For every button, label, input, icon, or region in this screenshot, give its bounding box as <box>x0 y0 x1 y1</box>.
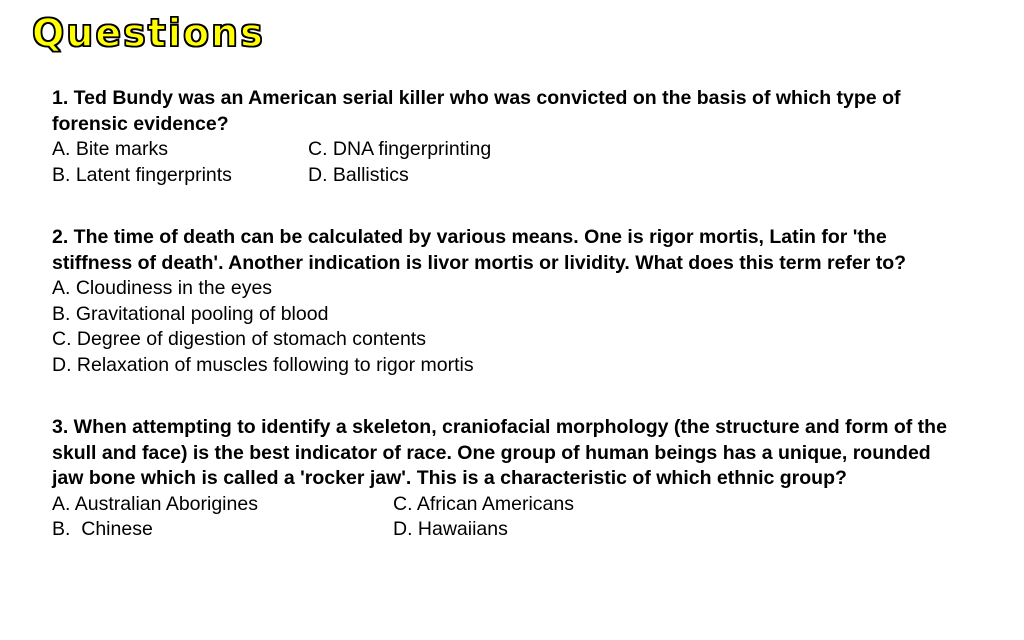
question-1-options-row-1 <box>52 137 952 163</box>
questions-list <box>52 86 952 543</box>
question-2-option-c: C. Degree of digestion of stomach contents <box>52 328 426 350</box>
question-1-options-row-2 <box>52 163 952 189</box>
question-2-option-b: B. Gravitational pooling of blood <box>52 302 329 325</box>
question-1-option-d: D. Ballistics <box>308 163 409 186</box>
question-3-option-c: C. African Americans <box>393 492 574 515</box>
slide-title: Questions <box>32 11 265 55</box>
question-3-option-d: D. Hawaiians <box>393 518 508 540</box>
question-1-option-a: A. Bite marks <box>52 138 168 160</box>
question-3-text: 3. When attempting to identify a skeleton, craniofacial morphology (the structure and form of the skull and face) is the best indicator of race. One group of human beings has a unique, rounded jaw bone which is called a 'rocker jaw'. This is a characteristic of which ethnic group? <box>52 416 947 489</box>
question-2-option-a: A. Cloudiness in the eyes <box>52 277 273 299</box>
question-3-options-row-1 <box>52 492 952 518</box>
question-3-options-row-2 <box>52 517 952 543</box>
question-1-option-b: B. Latent fingerprints <box>52 163 232 186</box>
question-1-option-c: C. DNA fingerprinting <box>308 138 492 160</box>
question-3-option-b: B. Chinese <box>52 518 153 540</box>
question-2-text: 2. The time of death can be calculated by various means. One is rigor mortis, Latin for 'the stiffness of death'. Another indication is livor mortis or lividity. What does this term refer to? <box>52 226 907 274</box>
question-2 <box>52 225 952 378</box>
question-3-option-a: A. Australian Aborigines <box>52 492 258 515</box>
question-1-text: 1. Ted Bundy was an American serial killer who was convicted on the basis of which type of forensic evidence? <box>52 87 901 135</box>
question-1 <box>52 86 952 188</box>
question-3 <box>52 415 952 543</box>
question-2-option-d: D. Relaxation of muscles following to rigor mortis <box>52 353 474 376</box>
